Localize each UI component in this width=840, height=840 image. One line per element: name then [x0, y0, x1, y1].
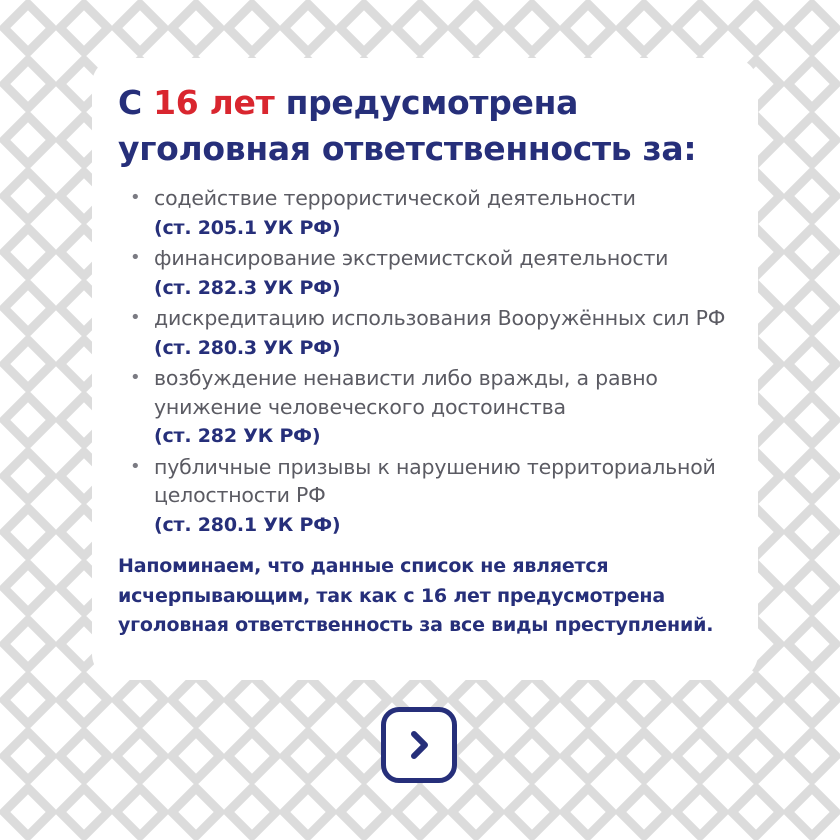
offense-item	[128, 364, 728, 451]
offense-text: возбуждение ненависти либо вражды, а равно унижение человеческого достоинства	[154, 366, 658, 419]
content-card	[92, 58, 758, 680]
offense-text: дискредитацию использования Вооружённых сил РФ	[154, 306, 726, 330]
chevron-right-icon	[386, 712, 452, 778]
law-article-ref: (ст. 205.1 УК РФ)	[154, 216, 341, 239]
bullet-icon: •	[130, 307, 141, 328]
bullet-icon: •	[130, 455, 141, 477]
law-article-ref: (ст. 282.3 УК РФ)	[154, 276, 341, 299]
offense-item	[128, 304, 728, 362]
offense-item	[128, 184, 728, 242]
offense-text: публичные призывы к нарушению территориальной целостности РФ	[154, 454, 716, 507]
page-title	[118, 80, 738, 172]
law-article-ref: (ст. 280.3 УК РФ)	[154, 336, 341, 359]
title-rest: предусмотрена уголовная ответственность за:	[118, 83, 697, 168]
offense-list	[128, 184, 728, 541]
offense-item	[128, 453, 728, 540]
law-article-ref: (ст. 282 УК РФ)	[154, 425, 321, 447]
offense-text: содействие террористической деятельности	[154, 186, 636, 210]
next-button[interactable]	[381, 707, 457, 783]
bullet-icon: •	[130, 247, 141, 268]
title-prefix: С	[118, 83, 154, 122]
bullet-icon: •	[130, 187, 141, 208]
bullet-icon: •	[130, 367, 141, 388]
title-age-accent: 16 лет	[153, 83, 275, 122]
reminder-note: Напоминаем, что данные список не является исчерпывающим, так как с 16 лет предусмотрена уголовная ответственность за все виды преступлений.	[118, 555, 714, 636]
law-article-ref: (ст. 280.1 УК РФ)	[154, 513, 341, 536]
offense-item	[128, 244, 728, 302]
offense-text: финансирование экстремистской деятельности	[154, 246, 669, 270]
